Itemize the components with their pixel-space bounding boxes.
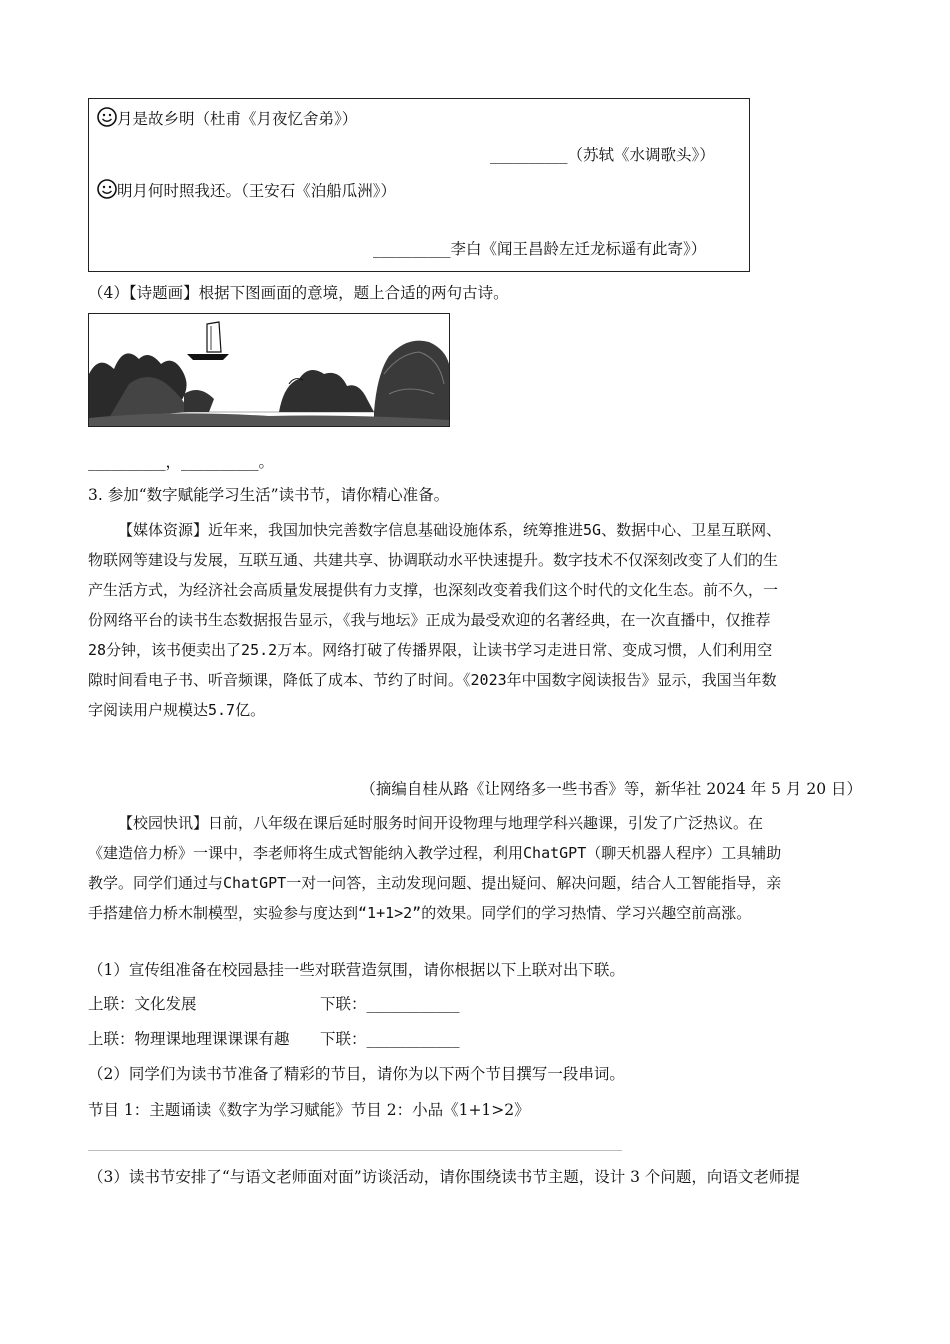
media-line: 物联网等建设与发展，互联互通、共建共享、协调联动水平快速提升。数字技术不仅深刻改变了人们的生	[88, 551, 779, 569]
couplet1-lower: 下联：____________	[320, 995, 460, 1013]
media-line: 份网络平台的读书生态数据报告显示，《我与地坛》正成为最受欢迎的名著经典，在一次直播中，仅推荐	[88, 611, 771, 629]
landscape-painting-image	[89, 314, 449, 426]
q4-prompt: （4）【诗题画】根据下图画面的意境，题上合适的两句古诗。	[88, 284, 509, 302]
answer-blank[interactable]: ____________	[366, 1030, 460, 1048]
answer-blank[interactable]: ____________	[366, 995, 460, 1013]
answer-blank[interactable]: __________	[490, 146, 568, 164]
media-line: 产生活方式，为经济社会高质量发展提供有力支撑，也深刻改变着我们这个时代的文化生态。前不久，一	[88, 581, 779, 599]
poem-line-3: 明月何时照我还。（王安石《泊船瓜洲》）	[97, 179, 396, 201]
media-line: 隙时间看电子书、听音频课，降低了成本、节约了时间。《2023年中国数字阅读报告》显示，我国当年数	[88, 671, 777, 689]
poem-line-4: __________李白《闻王昌龄左迁龙标遥有此寄》）	[373, 240, 707, 258]
poem-line-2: __________（苏轼《水调歌头》）	[490, 146, 715, 164]
sub1-prompt: （1）宣传组准备在校园悬挂一些对联营造氛围，请你根据以下上联对出下联。	[88, 961, 625, 979]
couplet1-upper: 上联：文化发展	[88, 995, 197, 1013]
sub2-prompt: （2）同学们为读书节准备了精彩的节目，请你为以下两个节目撰写一段串词。	[88, 1065, 625, 1083]
smiley-icon	[97, 179, 117, 199]
couplet2-lower: 下联：____________	[320, 1030, 460, 1048]
smiley-icon	[97, 107, 117, 127]
media-resource-paragraph	[88, 515, 863, 725]
q3-title: 3. 参加“数字赋能学习生活”读书节，请你精心准备。	[88, 486, 450, 504]
answer-blank[interactable]: __________	[373, 240, 451, 258]
programs-list: 节目 1：主题诵读《数字为学习赋能》节目 2：小品《1+1>2》	[88, 1101, 530, 1119]
landscape-painting	[88, 313, 450, 427]
poem-fill-box	[88, 98, 750, 272]
media-source: （摘编自桂从路《让网络多一些书香》等，新华社 2024 年 5 月 20 日）	[360, 780, 862, 798]
media-line: 【媒体资源】近年来，我国加快完善数字信息基础设施体系，统筹推进5G、数据中心、卫星互联网、	[118, 521, 782, 539]
couplet2-upper: 上联：物理课地理课课课有趣	[88, 1030, 290, 1048]
campus-news-paragraph	[88, 808, 863, 928]
poem-line-1: 月是故乡明（杜甫《月夜忆舍弟》）	[97, 107, 357, 129]
media-line: 字阅读用户规模达5.7亿。	[88, 701, 266, 719]
sub3-prompt: （3）读书节安排了“与语文老师面对面”访谈活动，请你围绕读书节主题，设计 3 个问题，向语文老师提	[88, 1168, 800, 1186]
media-line: 28分钟，该书便卖出了25.2万本。网络打破了传播界限，让读书学习走进日常、变成习惯，人们利用空	[88, 641, 773, 659]
campus-line: 教学。同学们通过与ChatGPT一对一问答，主动发现问题、提出疑问、解决问题，结合人工智能指导，亲	[88, 874, 782, 892]
campus-line: 手搭建倍力桥木制模型，实验参与度达到“1+1>2”的效果。同学们的学习热情、学习兴趣空前高涨。	[88, 904, 752, 922]
campus-line: 《建造倍力桥》一课中，李老师将生成式智能纳入教学过程，利用ChatGPT（聊天机器人程序）工具辅助	[88, 844, 782, 862]
answer-divider-line[interactable]	[88, 1150, 622, 1151]
campus-line: 【校园快讯】日前，八年级在课后延时服务时间开设物理与地理学科兴趣课，引发了广泛热议。在	[118, 814, 764, 832]
q4-answer-line[interactable]: __________，__________。	[88, 453, 275, 471]
